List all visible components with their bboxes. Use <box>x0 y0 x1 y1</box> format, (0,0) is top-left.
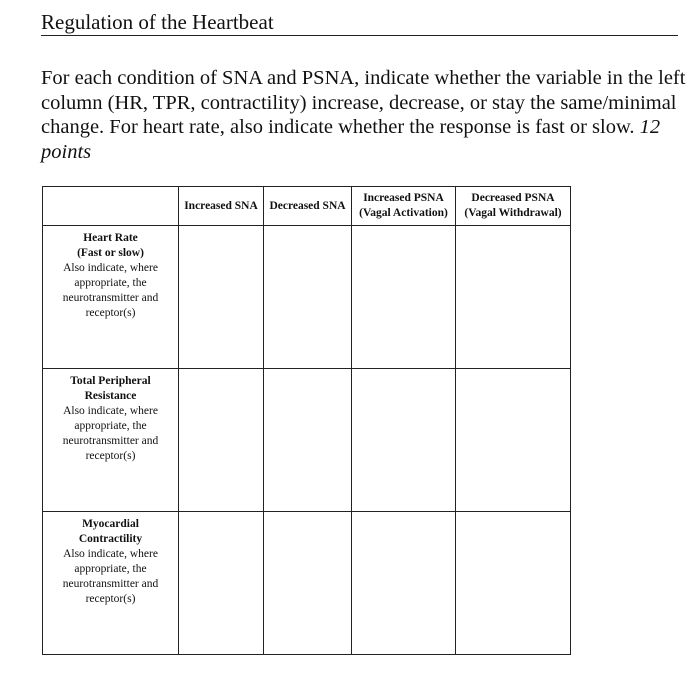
row-note-line: appropriate, the <box>74 420 147 432</box>
row-note-line: Also indicate, where <box>63 548 158 560</box>
column-header-sublabel: (Vagal Withdrawal) <box>464 207 562 219</box>
column-header-increased-sna <box>179 187 264 226</box>
row-header-contractility <box>43 512 179 655</box>
row-header-heart-rate <box>43 226 179 369</box>
title-underline <box>41 35 678 36</box>
table-row-heart-rate <box>43 226 571 369</box>
answer-cell-hr-increased-sna[interactable] <box>179 226 264 369</box>
answer-cell-hr-increased-psna[interactable] <box>352 226 456 369</box>
row-header-tpr <box>43 369 179 512</box>
answer-cell-contractility-increased-sna[interactable] <box>179 512 264 655</box>
answer-cell-hr-decreased-psna[interactable] <box>456 226 571 369</box>
column-header-label: Increased SNA <box>184 199 258 212</box>
column-header-sublabel: (Vagal Activation) <box>359 207 448 219</box>
column-header-decreased-psna <box>456 187 571 226</box>
row-title: Total Peripheral <box>70 375 151 387</box>
answer-cell-tpr-decreased-psna[interactable] <box>456 369 571 512</box>
row-subtitle: Resistance <box>84 390 137 402</box>
row-note-line: appropriate, the <box>74 277 147 289</box>
answer-cell-contractility-increased-psna[interactable] <box>352 512 456 655</box>
answer-cell-tpr-increased-sna[interactable] <box>179 369 264 512</box>
header-row <box>43 187 571 226</box>
column-header-label: Decreased PSNA <box>471 192 555 204</box>
answer-cell-contractility-decreased-sna[interactable] <box>264 512 352 655</box>
answer-cell-tpr-increased-psna[interactable] <box>352 369 456 512</box>
points-label: 12 points <box>41 116 661 163</box>
instructions <box>41 66 686 164</box>
corner-cell <box>43 187 179 226</box>
answer-cell-hr-decreased-sna[interactable] <box>264 226 352 369</box>
response-table <box>42 186 571 655</box>
row-title: Heart Rate <box>83 232 138 244</box>
instructions-body: For each condition of SNA and PSNA, indicate whether the variable in the left column (HR, TPR, contractility) increase, decrease, or stay the same/minimal change. For heart rate, also indicate whether the response is fast or slow. <box>41 67 686 138</box>
row-note-line: Also indicate, where <box>63 405 158 417</box>
row-note-line: receptor(s) <box>85 450 136 462</box>
row-note-line: receptor(s) <box>85 593 136 605</box>
column-header-label: Increased PSNA <box>363 192 444 204</box>
answer-cell-contractility-decreased-psna[interactable] <box>456 512 571 655</box>
table-row-total-peripheral-resistance <box>43 369 571 512</box>
table-row-myocardial-contractility <box>43 512 571 655</box>
column-header-increased-psna <box>352 187 456 226</box>
answer-cell-tpr-decreased-sna[interactable] <box>264 369 352 512</box>
row-subtitle: (Fast or slow) <box>77 247 144 259</box>
column-header-label: Decreased SNA <box>269 199 346 212</box>
row-title: Myocardial <box>82 518 139 530</box>
row-note-line: neurotransmitter and <box>62 578 159 590</box>
row-note-line: neurotransmitter and <box>62 292 159 304</box>
row-subtitle: Contractility <box>78 533 143 545</box>
column-header-decreased-sna <box>264 187 352 226</box>
page-title: Regulation of the Heartbeat <box>41 10 274 34</box>
row-note-line: Also indicate, where <box>63 262 158 274</box>
row-note-line: neurotransmitter and <box>62 435 159 447</box>
row-note-line: receptor(s) <box>85 307 136 319</box>
row-note-line: appropriate, the <box>74 563 147 575</box>
